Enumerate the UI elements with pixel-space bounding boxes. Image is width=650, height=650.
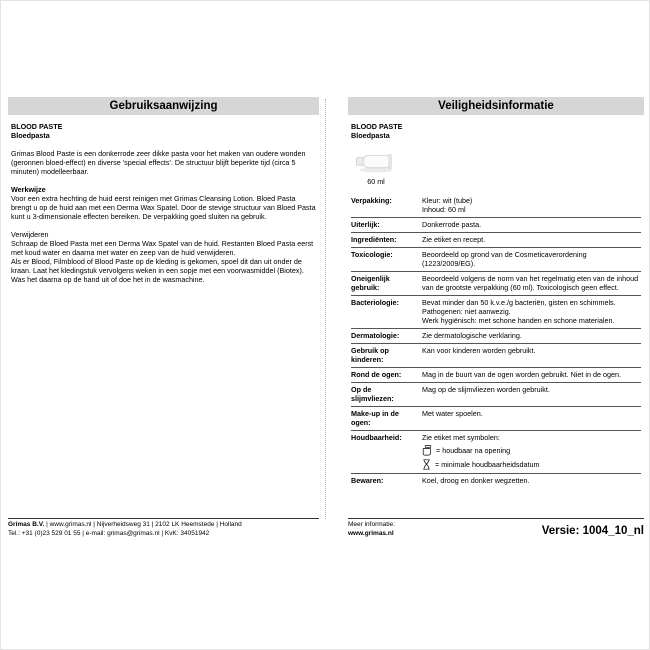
tube-image [354,167,398,176]
symbol-text: = minimale houdbaarheidsdatum [435,460,540,469]
row-value-line: Donkerrode pasta. [422,220,482,229]
row-label: Bacteriologie: [351,298,399,307]
open-jar-icon [422,445,432,456]
row-label: Houdbaarheid: [351,433,402,442]
row-ingredienten [351,233,641,248]
footer-left [8,518,319,538]
row-value-line: Beoordeeld op grond van de Cosmeticaverordening (1223/2009/EG). [422,250,587,268]
row-value-line: Inhoud: 60 ml [422,205,466,214]
footer-company: Grimas B.V. [8,521,45,528]
row-toxicologie [351,248,641,272]
row-label: Oneigenlijk gebruik: [351,274,390,292]
safety-panel [348,97,644,488]
intro-paragraph: Grimas Blood Paste is een donkerrode zeer dikke pasta voor het maken van oudere wonden (geronnen bloed-effect) en diverse 'special effects'. De structuur blijft beperkte tijd (circa 5 minuten) modelleerbaar. [11,149,306,176]
row-label: Verpakking: [351,196,392,205]
row-value-line: Zie etiket met symbolen: [422,433,500,442]
footer-contact-line: Tel.: +31 (0)23 529 01 55 | e-mail: grimas@grimas.nl | KvK: 34051942 [8,529,210,537]
product-subtitle: Bloedpasta [351,131,390,140]
row-label: Uiterlijk: [351,220,380,229]
product-name: BLOOD PASTE [11,122,63,131]
footer-address-rest: | www.grimas.nl | Nijverheidsweg 31 | 2102 LK Heemstede | Holland [44,521,242,528]
product-photo [353,149,399,186]
safety-header: Veiligheidsinformatie [348,97,644,115]
safety-body [348,115,644,488]
verwijderen-paragraph-2: Als er Blood, Filmblood of Blood Paste op de kleding is gekomen, spoel dit dan uit onder de kraan. Laat het kledingstuk vervolgens weken in een sopje met een voorwasmiddel (Biotex). Was het daarna op de hand uit of doe het in de wasmachine. [11,257,304,284]
website-link[interactable]: www.grimas.nl [348,529,394,537]
row-rond-de-ogen [351,368,641,383]
row-value-line: Mag in de buurt van de ogen worden gebruikt. Niet in de ogen. [422,370,621,379]
row-value [422,346,641,364]
more-info-label: Meer informatie: [348,521,395,528]
row-value [422,433,641,470]
row-value [422,385,641,403]
row-value [422,409,641,427]
instructions-body [8,115,319,284]
row-bacteriologie [351,296,641,329]
row-value [422,250,641,268]
row-value-line: Met water spoelen. [422,409,483,418]
footer-right [348,518,644,538]
row-label: Gebruik op kinderen: [351,346,389,364]
row-bewaren [351,474,641,488]
row-value [422,331,641,340]
product-name: BLOOD PASTE [351,122,403,131]
row-value-line: Zie dermatologische verklaring. [422,331,522,340]
product-subtitle: Bloedpasta [11,131,50,140]
instructions-panel [8,97,319,284]
row-makeup-in-de-ogen [351,407,641,431]
row-value-line: Kleur: wit (tube) [422,196,473,205]
row-value [422,220,641,229]
symbol-line [422,459,641,470]
row-label: Ingrediënten: [351,235,397,244]
row-value [422,476,641,485]
row-op-de-slijmvliezen [351,383,641,407]
hourglass-icon [422,459,431,470]
row-label: Rond de ogen: [351,370,402,379]
version-label: Versie: 1004_10_nl [541,525,644,537]
safety-table [351,194,641,488]
row-value-line: Bevat minder dan 50 k.v.e./g bacteriën, gisten en schimmels. Pathogenen: niet aanwezig. [422,298,616,316]
row-dermatologie [351,329,641,344]
footer-more-info [348,521,395,538]
row-label: Dermatologie: [351,331,400,340]
row-value-line: Koel, droog en donker wegzetten. [422,476,530,485]
row-value-line: Kan voor kinderen worden gebruikt. [422,346,536,355]
werkwijze-paragraph: Voor een extra hechting de huid eerst reinigen met Grimas Cleansing Lotion. Bloed Pasta brengt u op de huid aan met een Derma Wax Spatel. Door de stevige structuur van Bloed Pasta kunt u 3-dimensionale effecten bereiken. De verpakking goed sluiten na gebruik. [11,194,316,221]
row-value [422,370,641,379]
verwijderen-heading: Verwijderen [11,230,49,239]
instructions-header: Gebruiksaanwijzing [8,97,319,115]
verwijderen-paragraph-1: Schraap de Bloed Pasta met een Derma Wax Spatel van de huid. Restanten Bloed Pasta eerst met koud water en daarna met water en zeep van de huid verwijderen. [11,239,314,257]
row-value [422,235,641,244]
row-label: Make-up in de ogen: [351,409,399,427]
row-value [422,274,641,292]
symbol-text: = houdbaar na opening [436,446,511,455]
row-value [422,196,641,214]
row-value-line: Beoordeeld volgens de norm van het regelmatig eten van de inhoud van de grootste verpakking (60 ml). Toxicologisch geen effect. [422,274,639,292]
symbol-line [422,445,641,456]
row-value [422,298,641,325]
fold-line [325,99,326,519]
werkwijze-heading: Werkwijze [11,185,46,194]
row-label: Bewaren: [351,476,384,485]
row-value-line: Werk hygiënisch: met schone handen en schone materialen. [422,316,615,325]
row-value-line: Mag op de slijmvliezen worden gebruikt. [422,385,550,394]
footer-address-line [8,521,319,530]
row-uiterlijk [351,218,641,233]
row-oneigenlijk-gebruik [351,272,641,296]
row-houdbaarheid [351,431,641,474]
row-gebruik-op-kinderen [351,344,641,368]
volume-label: 60 ml [367,177,385,186]
row-label: Op de slijmvliezen: [351,385,394,403]
row-verpakking [351,194,641,218]
row-value-line: Zie etiket en recept. [422,235,486,244]
row-label: Toxicologie: [351,250,393,259]
